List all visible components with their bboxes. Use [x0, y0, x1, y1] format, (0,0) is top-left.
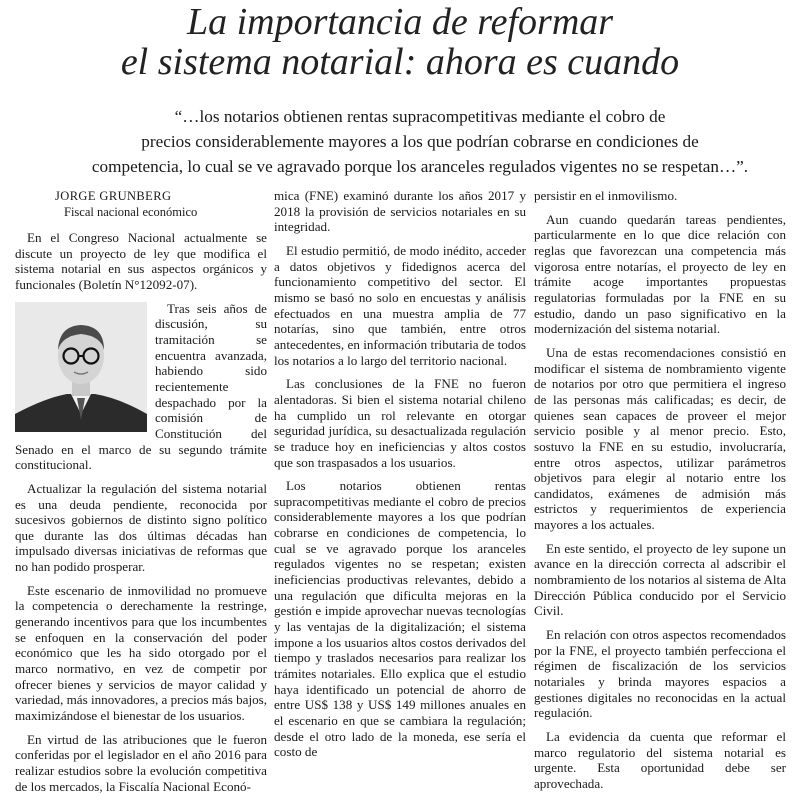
paragraph: El estudio permitió, de modo inédito, acceder a datos objetivos y fidedignos acerca del funcionamiento competitivo del sector. El mismo se basó no solo en encuestas y análisis efectuados en una muestra amplia de 77 notarías, sino que también, entre otros antecedentes, en información tributaria de todos los notarios a lo largo del territorio nacional. — [274, 242, 526, 368]
author-photo — [15, 302, 147, 432]
pull-quote-line-3: competencia, lo cual se ve agravado porque los aranceles regulados vigentes no se respetan…”. — [91, 157, 749, 176]
article-column-1 — [15, 188, 267, 802]
article-headline — [0, 2, 800, 82]
paragraph: Aun cuando quedarán tareas pendientes, particularmente en lo que dice relación con reglas que favorezcan una competencia más vigorosa entre notarías, el proyecto de ley en trámite acoge importantes propuestas regulatorias formuladas por la FNE en su estudio, dando un paso significativo en la modernización del sistema notarial. — [534, 211, 786, 337]
author-role: Fiscal nacional económico — [64, 205, 198, 219]
paragraph: La evidencia da cuenta que reformar el marco regulatorio del sistema notarial es urgente. Esta oportunidad debe ser aprovechada. — [534, 729, 786, 791]
paragraph: persistir en el inmovilismo. — [534, 188, 678, 203]
paragraph: En relación con otros aspectos recomendados por la FNE, el proyecto también perfecciona el régimen de fiscalización de los servicios notariales y brinda mayores espacios a gestiones digitales no reconocidas en la actual regulación. — [534, 627, 786, 721]
paragraph: Una de estas recomendaciones consistió en modificar el sistema de nombramiento vigente de notarios por otro que permitiera el ingreso de las personas más calificadas; es decir, de quienes sean capaces de proveer el mejor servicio posible y al menor precio. Esto, sostuvo la FNE en su estudio, involucraría, entre otros aspectos, utilizar parámetros objetivos para elegir al notario entre los candidatos, exámenes de admisión más estrictos y requerimientos de experiencia mayores a los actuales. — [534, 344, 786, 533]
paragraph: Tras seis años de discusión, su tramitación se encuentra avanzada, habiendo sido recientemente despachado por la comisión de Constitución del Senado en el marco de su segundo trámite constitucional. — [15, 300, 267, 473]
author-portrait-image — [15, 302, 147, 432]
paragraph: Este escenario de inmovilidad no promueve la competencia o derechamente la restringe, generando incentivos para que los incumbentes se enfoquen en la conservación del poder económico que les ha sido otorgado por el marco normativo, en vez de competir por ofrecer bienes y servicios de mayor calidad y variedad, más innovadores, a precios más bajos, maximizándose el bienestar de los usuarios. — [15, 582, 267, 724]
headline-line-2: el sistema notarial: ahora es cuando — [120, 41, 680, 83]
article-column-3 — [534, 188, 786, 800]
article-column-2 — [274, 188, 526, 768]
pull-quote — [70, 104, 770, 179]
paragraph: En este sentido, el proyecto de ley supone un avance en la dirección correcta al adscribir el nombramiento de los notarios al sistema de Alta Dirección Pública conducido por el Servicio Civil. — [534, 540, 787, 619]
paragraph: En el Congreso Nacional actualmente se discute un proyecto de ley que modifica el sistema notarial en sus aspectos orgánicos y funcionales (Boletín N°12092-07). — [15, 230, 267, 292]
paragraph: Los notarios obtienen rentas supracompetitivas mediante el cobro de precios considerablemente mayores a los que podrían cobrarse en condiciones de competencia, lo cual se ve agravado porque los aranceles regulados vigentes no se respetan; existen ineficiencias productivas relevantes, debido a una regulación que dificulta mejoras en la gestión e impide aprovechar nuevas tecnologías y las ventajas de la digitalización; el sistema impone a los usuarios altos costos derivados del tiempo y traslados necesarios para realizar los trámites notariales. Ello explica que el estudio haya identificado un potencial de ahorro de entre US$ 138 y US$ 149 millones anuales en el escenario en que se cambiara la regulación; desde el otro lado de la moneda, ese sería el costo de — [274, 478, 526, 760]
paragraph: mica (FNE) examinó durante los años 2017 y 2018 la provisión de servicios notariales en su integridad. — [274, 188, 526, 235]
headline-line-1: La importancia de reformar — [186, 1, 614, 43]
paragraph: Actualizar la regulación del sistema notarial es una deuda pendiente, reconocida por sucesivos gobiernos de distinto signo político que durante las dos últimas décadas han impulsado diversas iniciativas de reformas que no han podido prosperar. — [15, 480, 267, 575]
author-name: JORGE GRUNBERG — [55, 189, 172, 203]
paragraph: En virtud de las atribuciones que le fueron conferidas por el legislador en el año 2016 para realizar estudios sobre la evolución competitiva de los mercados, la Fiscalía Nacional Econó- — [15, 731, 267, 794]
paragraph: Las conclusiones de la FNE no fueron alentadoras. Si bien el sistema notarial chileno ha cumplido un rol relevante en otorgar seguridad jurídica, su desactualizada regulación se traduce hoy en ineficiencias y altos costos que son traspasados a los usuarios. — [274, 376, 526, 470]
pull-quote-line-2: precios considerablemente mayores a los que podrían cobrarse en condiciones de — [141, 132, 699, 151]
pull-quote-line-1: “…los notarios obtienen rentas supracompetitivas mediante el cobro de — [174, 107, 666, 126]
